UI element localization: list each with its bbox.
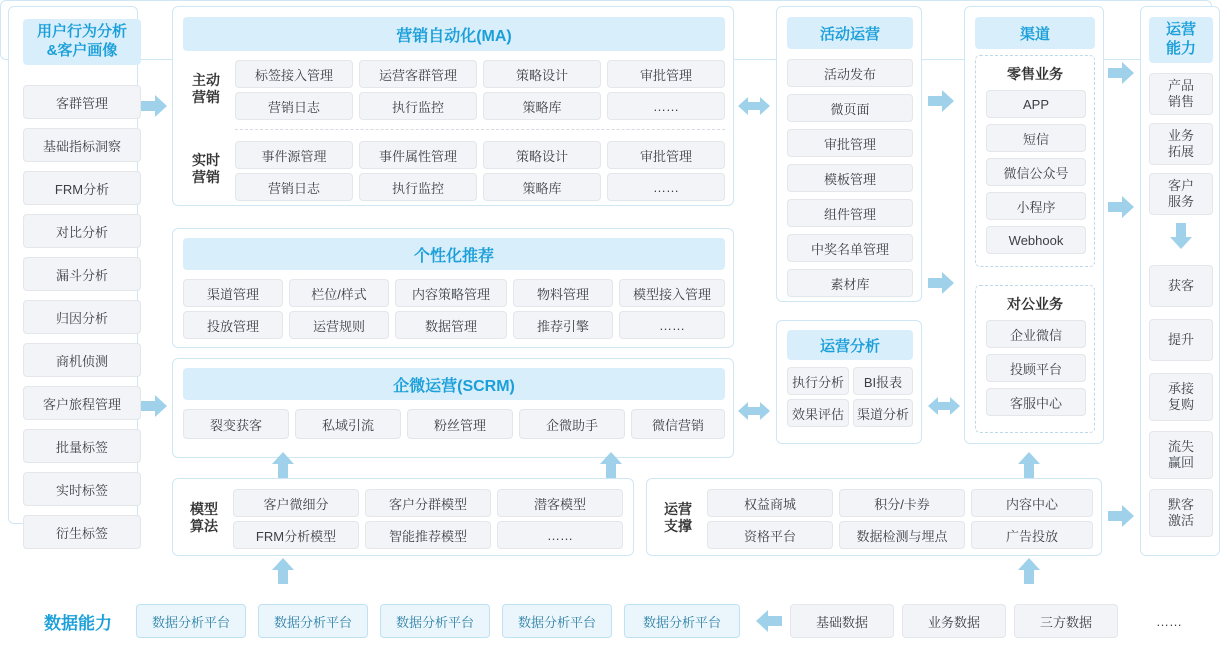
arrow-right-icon (1108, 505, 1134, 527)
recommend-item[interactable]: 运营规则 (289, 311, 389, 339)
ma-item[interactable]: 策略设计 (483, 60, 601, 88)
panel-marketing-automation (172, 6, 734, 206)
group-label-line1: 模型 (190, 500, 218, 517)
op-analysis-item[interactable]: BI报表 (853, 367, 913, 395)
ma-item[interactable]: 事件属性管理 (359, 141, 477, 169)
arrow-right-icon (928, 90, 954, 112)
campaign-item[interactable]: 活动发布 (787, 59, 913, 87)
left-item[interactable]: 基础指标洞察 (23, 128, 141, 162)
channel-item[interactable]: 短信 (986, 124, 1086, 152)
left-item[interactable]: 商机侦测 (23, 343, 141, 377)
group-label-line1: 实时 (192, 151, 220, 168)
arrow-up-icon (1018, 452, 1040, 478)
support-item[interactable]: 广告投放 (971, 521, 1093, 549)
panel-title-op-analysis: 运营分析 (787, 330, 913, 360)
group-label-line1: 主动 (192, 71, 220, 88)
recommend-item[interactable]: …… (619, 311, 725, 339)
arrow-right-icon (1108, 62, 1134, 84)
left-item[interactable]: 客群管理 (23, 85, 141, 119)
op-analysis-item[interactable]: 执行分析 (787, 367, 849, 395)
data-source-item[interactable]: …… (1126, 604, 1212, 638)
panel-title-scrm: 企微运营(SCRM) (183, 368, 725, 400)
arrow-right-icon (141, 395, 167, 417)
ma-item[interactable]: 策略库 (483, 92, 601, 120)
panel-title-data-capability: 数据能力 (44, 613, 112, 633)
channel-item[interactable]: 企业微信 (986, 320, 1086, 348)
left-item[interactable]: 客户旅程管理 (23, 386, 141, 420)
divider (235, 129, 725, 130)
scrm-item[interactable]: 私域引流 (295, 409, 401, 439)
data-source-item[interactable]: 业务数据 (902, 604, 1006, 638)
panel-operation-analysis (776, 320, 922, 444)
group-label-line1: 运营 (664, 500, 692, 517)
arrow-left-right-icon (738, 400, 770, 422)
panel-title-user-behavior (23, 19, 141, 65)
arrow-right-icon (1108, 196, 1134, 218)
left-item[interactable]: 实时标签 (23, 472, 141, 506)
scrm-item[interactable]: 企微助手 (519, 409, 625, 439)
arrow-right-icon (141, 95, 167, 117)
model-item[interactable]: 客户分群模型 (365, 489, 491, 517)
arrow-up-icon (1018, 558, 1040, 584)
group-label-line2: 算法 (190, 518, 218, 534)
data-platform-item[interactable]: 数据分析平台 (380, 604, 490, 638)
recommend-item[interactable]: 模型接入管理 (619, 279, 725, 307)
recommend-item[interactable]: 推荐引擎 (513, 311, 613, 339)
data-platform-item[interactable]: 数据分析平台 (624, 604, 740, 638)
ma-item[interactable]: 营销日志 (235, 92, 353, 120)
model-item[interactable]: FRM分析模型 (233, 521, 359, 549)
channel-item[interactable]: APP (986, 90, 1086, 118)
ma-item[interactable]: 执行监控 (359, 173, 477, 201)
subgroup-title-retail: 零售业务 (1007, 66, 1063, 82)
recommend-item[interactable]: 栏位/样式 (289, 279, 389, 307)
campaign-item[interactable]: 组件管理 (787, 199, 913, 227)
data-platform-item[interactable]: 数据分析平台 (136, 604, 246, 638)
data-platform-item[interactable]: 数据分析平台 (258, 604, 368, 638)
op-analysis-item[interactable]: 渠道分析 (853, 399, 913, 427)
arrow-left-icon (752, 610, 782, 632)
support-item[interactable]: 积分/卡券 (839, 489, 965, 517)
support-item[interactable]: 内容中心 (971, 489, 1093, 517)
left-item[interactable]: 对比分析 (23, 214, 141, 248)
capability-item[interactable]: 提升 (1149, 319, 1213, 361)
ma-item[interactable]: 策略库 (483, 173, 601, 201)
panel-operation-capability (1140, 6, 1220, 556)
campaign-item[interactable]: 素材库 (787, 269, 913, 297)
channel-item[interactable]: 微信公众号 (986, 158, 1086, 186)
ma-item[interactable]: 事件源管理 (235, 141, 353, 169)
left-item[interactable]: FRM分析 (23, 171, 141, 205)
capability-item[interactable]: 客户 服务 (1149, 173, 1213, 215)
model-item[interactable]: 潜客模型 (497, 489, 623, 517)
campaign-item[interactable]: 审批管理 (787, 129, 913, 157)
support-item[interactable]: 数据检测与埋点 (839, 521, 965, 549)
left-item[interactable]: 归因分析 (23, 300, 141, 334)
panel-title-line2: 能力 (1165, 40, 1196, 57)
channel-item[interactable]: 客服中心 (986, 388, 1086, 416)
group-label-active-marketing (183, 61, 229, 117)
ma-item[interactable]: 执行监控 (359, 92, 477, 120)
group-label-line2: 营销 (192, 169, 220, 185)
panel-user-behavior (8, 6, 138, 541)
left-item[interactable]: 批量标签 (23, 429, 141, 463)
left-item[interactable]: 漏斗分析 (23, 257, 141, 291)
subgroup-retail (975, 55, 1095, 267)
panel-title-campaign: 活动运营 (787, 17, 913, 49)
panel-title-channel: 渠道 (975, 17, 1095, 49)
ma-item[interactable]: 营销日志 (235, 173, 353, 201)
data-platform-item[interactable]: 数据分析平台 (502, 604, 612, 638)
arrow-right-icon (928, 272, 954, 294)
ma-item[interactable]: 运营客群管理 (359, 60, 477, 88)
ma-item[interactable]: 审批管理 (607, 60, 725, 88)
panel-title-recommendation: 个性化推荐 (183, 238, 725, 270)
support-item[interactable]: 资格平台 (707, 521, 833, 549)
campaign-item[interactable]: 微页面 (787, 94, 913, 122)
scrm-item[interactable]: 微信营销 (631, 409, 725, 439)
channel-item[interactable]: Webhook (986, 226, 1086, 254)
panel-campaign-operation (776, 6, 922, 302)
support-item[interactable]: 权益商城 (707, 489, 833, 517)
arrow-up-icon (272, 558, 294, 584)
panel-title-line2: &客户画像 (46, 42, 118, 59)
recommend-item[interactable]: 数据管理 (395, 311, 507, 339)
group-label-realtime-marketing (183, 141, 229, 197)
scrm-item[interactable]: 裂变获客 (183, 409, 289, 439)
op-analysis-item[interactable]: 效果评估 (787, 399, 849, 427)
panel-title-line1: 运营 (1165, 21, 1196, 39)
capability-item[interactable]: 业务 拓展 (1149, 123, 1213, 165)
arrow-left-right-icon (928, 395, 960, 417)
recommend-item[interactable]: 渠道管理 (183, 279, 283, 307)
recommend-item[interactable]: 物料管理 (513, 279, 613, 307)
capability-item[interactable]: 流失 赢回 (1149, 431, 1213, 479)
panel-model-algorithm (172, 478, 634, 556)
ma-item[interactable]: …… (607, 92, 725, 120)
ma-item[interactable]: 策略设计 (483, 141, 601, 169)
recommend-item[interactable]: 投放管理 (183, 311, 283, 339)
panel-personalized-recommendation (172, 228, 734, 348)
scrm-item[interactable]: 粉丝管理 (407, 409, 513, 439)
panel-channels (964, 6, 1104, 444)
campaign-item[interactable]: 模板管理 (787, 164, 913, 192)
model-item[interactable]: …… (497, 521, 623, 549)
group-label-line2: 支撑 (664, 518, 692, 534)
capability-item[interactable]: 默客 激活 (1149, 489, 1213, 537)
group-label-line2: 营销 (192, 89, 220, 105)
ma-item[interactable]: …… (607, 173, 725, 201)
group-label-operation-support (655, 491, 701, 545)
arrow-up-icon (272, 452, 294, 478)
left-item[interactable]: 衍生标签 (23, 515, 141, 549)
recommend-item[interactable]: 内容策略管理 (395, 279, 507, 307)
panel-title-line1: 用户行为分析 (36, 23, 127, 41)
data-source-item[interactable]: 三方数据 (1014, 604, 1118, 638)
group-label-model-algorithm (181, 491, 227, 545)
capability-item[interactable]: 产品 销售 (1149, 73, 1213, 115)
channel-item[interactable]: 小程序 (986, 192, 1086, 220)
ma-item[interactable]: 审批管理 (607, 141, 725, 169)
campaign-item[interactable]: 中奖名单管理 (787, 234, 913, 262)
arrow-down-icon (1170, 223, 1192, 249)
arrow-up-icon (600, 452, 622, 478)
arrow-left-right-icon (738, 95, 770, 117)
model-item[interactable]: 客户微细分 (233, 489, 359, 517)
capability-item[interactable]: 承接 复购 (1149, 373, 1213, 421)
data-source-item[interactable]: 基础数据 (790, 604, 894, 638)
ma-item[interactable]: 标签接入管理 (235, 60, 353, 88)
subgroup-corporate (975, 285, 1095, 433)
panel-scrm (172, 358, 734, 458)
panel-title-ma: 营销自动化(MA) (183, 17, 725, 51)
panel-operation-support (646, 478, 1102, 556)
channel-item[interactable]: 投顾平台 (986, 354, 1086, 382)
model-item[interactable]: 智能推荐模型 (365, 521, 491, 549)
subgroup-title-corporate: 对公业务 (1007, 296, 1063, 312)
panel-title-capability (1149, 17, 1213, 63)
capability-item[interactable]: 获客 (1149, 265, 1213, 307)
